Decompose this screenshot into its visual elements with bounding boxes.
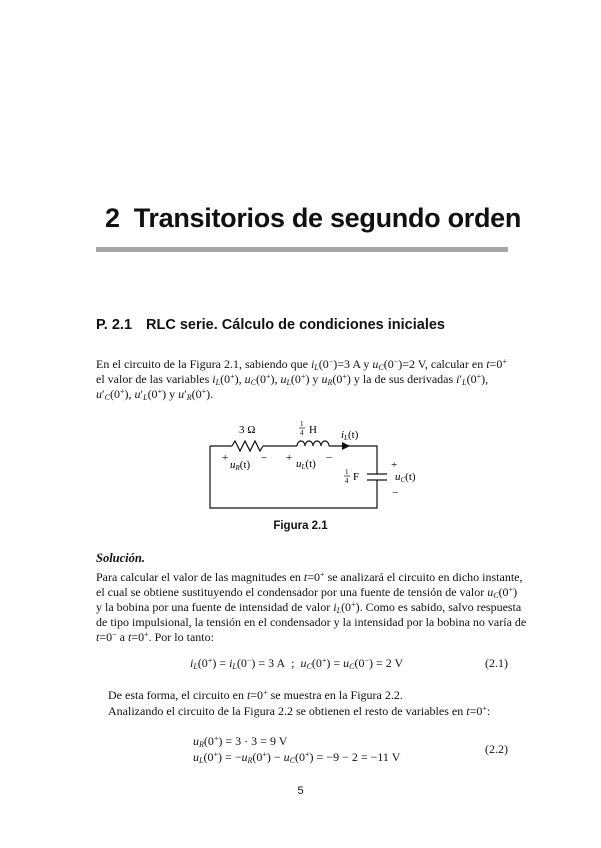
problem-number: P. 2.1 [96,317,133,333]
equation-2-1: $i_L(0^+) = i_L(0^-) = 3$ A ; $u_C(0^+) = u_C(0^-) = 2$ V [190,656,404,671]
solution-line-2: el cual se obtiene sustituyendo el condensador por una fuente de tensión de valor $u_C(0^+)$ [96,585,518,600]
solution-line-5: t=0− a t=0+. Por lo tanto: [96,630,214,644]
solution-line-1: Para calcular el valor de las magnitudes en t=0+ se analizará el circuito en dicho instante, [96,570,523,584]
ul-plus: + [286,452,293,464]
figure-caption: Figura 2.1 [273,520,328,532]
ur-plus: + [222,452,229,464]
capacitor-fraction-num: 1 [345,468,349,476]
statement-line-1: En el circuito de la Figura 2.1, sabiendo que $i_L(0^-)=3$ A y $u_C(0^-)=2$ V, calcular en t=0+ [96,357,507,372]
uc-label: uC(t) [395,471,416,484]
chapter-number: 2 [105,203,120,233]
solution-line-3: y la bobina por una fuente de intensidad de valor $i_L(0^+)$. Como es sabido, salvo respuesta [96,600,522,615]
capacitor-fraction-den: 4 [345,477,349,485]
solution-paragraph-3: Analizando el circuito de la Figura 2.2 se obtienen el resto de variables en t=0+: [108,704,491,718]
resistor-symbol [232,441,263,451]
inductor-label: H [309,424,317,436]
chapter-title-text: Transitorios de segundo orden [133,203,522,233]
current-arrow [342,442,350,450]
problem-statement [96,357,508,402]
inductor-symbol [297,441,329,446]
solution-paragraph [96,570,527,645]
solution-line-4: de tipo impulsional, la tensión en el condensador y la intensidad por la bobina no varía de [96,615,527,629]
ul-minus: − [326,452,333,464]
chapter-rule [96,247,508,252]
problem-heading [96,317,445,333]
circuit-diagram [205,418,425,513]
statement-line-3: $u'_C(0^+)$, $u'_L(0^+)$ y $u'_R(0^+)$. [96,387,214,402]
capacitor-label: F [353,471,360,483]
equation-2-2-line-2: $u_L(0^+) = -u_R(0^+) - u_C(0^+) = -9 - 2 = -11$ V [193,750,401,765]
left-wire [210,446,377,508]
current-label: iL(t) [341,429,359,442]
equation-2-2-line-1: $u_R(0^+) = 3 \cdot 3 = 9$ V [193,734,288,749]
solution-paragraph-2: De esta forma, el circuito en t=0+ se muestra en la Figura 2.2. [108,688,403,702]
ur-minus: − [261,452,268,464]
resistor-label: 3 Ω [239,424,256,436]
top-wire-right [329,446,377,474]
chapter-title [105,203,521,234]
problem-title-text: RLC serie. Cálculo de condiciones iniciales [146,317,445,333]
ul-label: uL(t) [296,458,316,471]
equation-number-2-1: (2.1) [485,656,508,670]
inductor-fraction-den: 4 [300,429,304,437]
inductor-fraction-num: 1 [300,420,304,428]
uc-minus: − [392,487,399,499]
page-number: 5 [297,785,304,797]
equation-number-2-2: (2.2) [485,742,508,756]
uc-plus: + [391,459,398,471]
ur-label: uR(t) [230,459,251,472]
solution-label: Solución. [96,551,145,565]
statement-line-2: el valor de las variables $i_L(0^+)$, $u_C(0^+)$, $u_L(0^+)$ y $u_R(0^+)$ y la de sus derivadas $i'_L(0^+)$, [96,372,489,387]
